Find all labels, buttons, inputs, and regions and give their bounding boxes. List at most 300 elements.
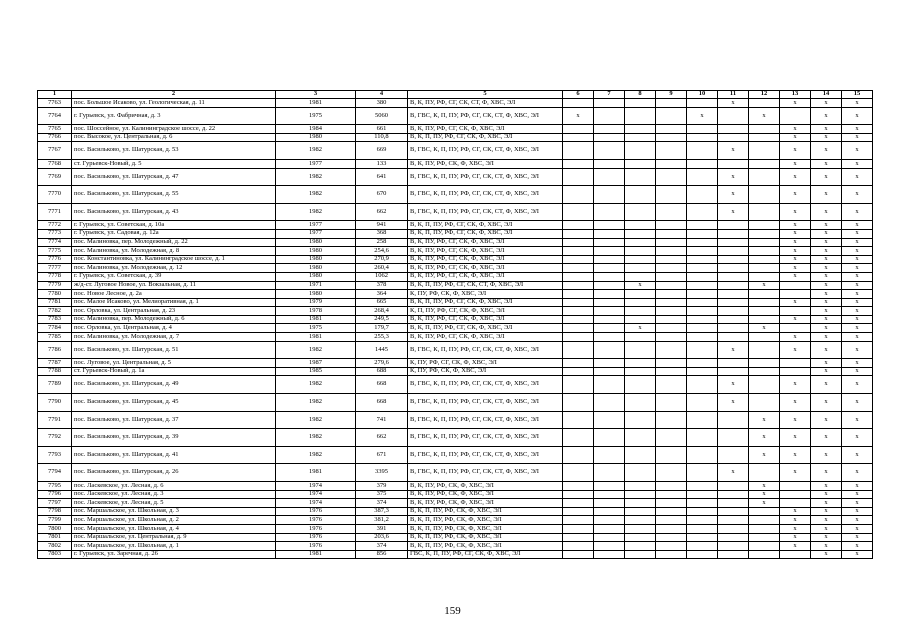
table-row xyxy=(38,324,873,333)
systems-cell: В, К, ПУ, РФ, СГ, СК, СТ, Ф, ХВС, ЭЛ xyxy=(408,99,563,108)
mark-cell xyxy=(656,367,687,376)
area-cell: 856 xyxy=(356,550,408,559)
mark-cell xyxy=(625,376,656,394)
mark-cell xyxy=(656,524,687,533)
mark-cell xyxy=(656,333,687,342)
mark-cell: x xyxy=(811,533,842,542)
mark-cell: x xyxy=(842,203,873,221)
mark-cell xyxy=(625,229,656,238)
address-cell: пос. Маршальское, ул. Школьная, д. 4 xyxy=(72,524,276,533)
systems-cell: В, К, П, ПУ, РФ, СГ, СК, Ф, ХВС, ЭЛ xyxy=(408,298,563,307)
mark-cell: x xyxy=(780,464,811,482)
row-id-cell: 7798 xyxy=(38,507,72,516)
mark-cell xyxy=(687,168,718,186)
mark-cell xyxy=(594,264,625,273)
mark-cell xyxy=(687,367,718,376)
address-cell: пос. Маршальское, ул. Школьная, д. 3 xyxy=(72,507,276,516)
mark-cell xyxy=(656,168,687,186)
mark-cell xyxy=(625,507,656,516)
mark-cell: x xyxy=(749,107,780,125)
systems-cell: В, К, ПУ, РФ, СГ, СК, Ф, ХВС, ЭЛ xyxy=(408,272,563,281)
mark-cell xyxy=(780,499,811,508)
mark-cell xyxy=(563,315,594,324)
mark-cell xyxy=(625,542,656,551)
mark-cell xyxy=(563,482,594,491)
mark-cell xyxy=(749,464,780,482)
mark-cell: x xyxy=(749,482,780,491)
column-number-row xyxy=(38,91,873,99)
row-id-cell: 7784 xyxy=(38,324,72,333)
mark-cell xyxy=(563,142,594,160)
area-cell: 662 xyxy=(356,203,408,221)
mark-cell: x xyxy=(749,499,780,508)
mark-cell xyxy=(563,367,594,376)
mark-cell xyxy=(656,324,687,333)
area-cell: 268,4 xyxy=(356,307,408,316)
column-number-cell: 13 xyxy=(780,91,811,99)
address-cell: пос. Малиновка, пер. Молодежный, д. 22 xyxy=(72,238,276,247)
mark-cell xyxy=(594,221,625,230)
column-number-cell: 14 xyxy=(811,91,842,99)
row-id-cell: 7783 xyxy=(38,315,72,324)
area-cell: 368 xyxy=(356,229,408,238)
year-cell: 1980 xyxy=(276,247,356,256)
year-cell: 1975 xyxy=(276,107,356,125)
mark-cell xyxy=(656,394,687,412)
mark-cell xyxy=(594,307,625,316)
table-row xyxy=(38,550,873,559)
systems-cell: В, ГВС, К, П, ПУ, РФ, СГ, СК, СТ, Ф, ХВС, ЭЛ xyxy=(408,168,563,186)
mark-cell xyxy=(718,324,749,333)
mark-cell: x xyxy=(842,533,873,542)
systems-cell: В, К, П, ПУ, РФ, СК, Ф, ХВС, ЭЛ xyxy=(408,542,563,551)
mark-cell xyxy=(594,159,625,168)
table-row xyxy=(38,290,873,299)
mark-cell: x xyxy=(811,394,842,412)
mark-cell xyxy=(656,542,687,551)
area-cell: 668 xyxy=(356,376,408,394)
area-cell: 374 xyxy=(356,499,408,508)
mark-cell: x xyxy=(811,168,842,186)
systems-cell: В, К, ПУ, РФ, СГ, СК, Ф, ХВС, ЭЛ xyxy=(408,333,563,342)
mark-cell xyxy=(718,229,749,238)
systems-cell: К, ПУ, РФ, СГ, СК, Ф, ХВС, ЭЛ xyxy=(408,359,563,368)
mark-cell xyxy=(749,133,780,142)
mark-cell xyxy=(625,125,656,134)
mark-cell: x xyxy=(842,125,873,134)
mark-cell xyxy=(563,446,594,464)
mark-cell: x xyxy=(811,499,842,508)
mark-cell xyxy=(687,524,718,533)
mark-cell xyxy=(687,507,718,516)
mark-cell: x xyxy=(842,264,873,273)
row-id-cell: 7767 xyxy=(38,142,72,160)
housing-register-table xyxy=(37,90,873,559)
column-number-cell: 1 xyxy=(38,91,72,99)
mark-cell: x xyxy=(811,99,842,108)
systems-cell: В, К, П, ПУ, РФ, СК, Ф, ХВС, ЭЛ xyxy=(408,516,563,525)
area-cell: 270,9 xyxy=(356,255,408,264)
mark-cell xyxy=(687,333,718,342)
mark-cell: x xyxy=(842,490,873,499)
mark-cell xyxy=(656,507,687,516)
mark-cell: x xyxy=(811,429,842,447)
mark-cell xyxy=(749,376,780,394)
mark-cell xyxy=(687,186,718,204)
row-id-cell: 7789 xyxy=(38,376,72,394)
area-cell: 203,6 xyxy=(356,533,408,542)
mark-cell xyxy=(563,298,594,307)
mark-cell xyxy=(656,411,687,429)
mark-cell xyxy=(563,272,594,281)
area-cell: 3395 xyxy=(356,464,408,482)
mark-cell xyxy=(718,516,749,525)
table-row xyxy=(38,499,873,508)
mark-cell xyxy=(718,107,749,125)
year-cell: 1982 xyxy=(276,429,356,447)
mark-cell xyxy=(749,238,780,247)
table-row xyxy=(38,142,873,160)
mark-cell xyxy=(656,238,687,247)
mark-cell: x xyxy=(780,516,811,525)
mark-cell: x xyxy=(811,507,842,516)
mark-cell xyxy=(563,376,594,394)
mark-cell xyxy=(594,324,625,333)
column-number-cell: 7 xyxy=(594,91,625,99)
year-cell: 1974 xyxy=(276,490,356,499)
address-cell: пос. Маршальское, ул. Школьная, д. 2 xyxy=(72,516,276,525)
row-id-cell: 7771 xyxy=(38,203,72,221)
address-cell: пос. Малое Исаково, ул. Мелиоративная, д. 1 xyxy=(72,298,276,307)
mark-cell: x xyxy=(811,376,842,394)
mark-cell xyxy=(687,281,718,290)
mark-cell xyxy=(625,464,656,482)
mark-cell xyxy=(563,221,594,230)
systems-cell: В, К, ПУ, РФ, СК, Ф, ХВС, ЭЛ xyxy=(408,490,563,499)
year-cell: 1975 xyxy=(276,324,356,333)
mark-cell xyxy=(687,229,718,238)
systems-cell: В, К, П, ПУ, РФ, СГ, СК, Ф, ХВС, ЭЛ xyxy=(408,133,563,142)
table-row xyxy=(38,490,873,499)
address-cell: г. Гурьевск, ул. Фабричная, д. 3 xyxy=(72,107,276,125)
mark-cell xyxy=(780,281,811,290)
systems-cell: В, К, П, ПУ, РФ, СГ, СК, Ф, ХВС, ЭЛ xyxy=(408,229,563,238)
mark-cell: x xyxy=(811,341,842,359)
mark-cell: x xyxy=(749,446,780,464)
mark-cell xyxy=(656,307,687,316)
mark-cell xyxy=(594,411,625,429)
table-row xyxy=(38,238,873,247)
mark-cell xyxy=(563,133,594,142)
systems-cell: В, ГВС, К, П, ПУ, РФ, СГ, СК, СТ, Ф, ХВС, ЭЛ xyxy=(408,203,563,221)
mark-cell xyxy=(749,125,780,134)
systems-cell: В, ГВС, К, П, ПУ, РФ, СГ, СК, СТ, Ф, ХВС, ЭЛ xyxy=(408,464,563,482)
mark-cell xyxy=(718,133,749,142)
row-id-cell: 7777 xyxy=(38,264,72,273)
mark-cell xyxy=(687,125,718,134)
area-cell: 941 xyxy=(356,221,408,230)
area-cell: 387,3 xyxy=(356,507,408,516)
mark-cell xyxy=(594,298,625,307)
table-row xyxy=(38,221,873,230)
mark-cell xyxy=(625,550,656,559)
mark-cell xyxy=(749,186,780,204)
address-cell: г. Гурьевск, ул. Советская, д. 39 xyxy=(72,272,276,281)
address-cell: пос. Орловка, ул. Центральная, д. 23 xyxy=(72,307,276,316)
table-row xyxy=(38,542,873,551)
mark-cell xyxy=(749,359,780,368)
row-id-cell: 7770 xyxy=(38,186,72,204)
mark-cell: x xyxy=(842,272,873,281)
mark-cell xyxy=(718,482,749,491)
mark-cell xyxy=(563,333,594,342)
systems-cell: В, К, ПУ, РФ, СГ, СК, Ф, ХВС, ЭЛ xyxy=(408,238,563,247)
mark-cell xyxy=(656,533,687,542)
mark-cell xyxy=(718,333,749,342)
row-id-cell: 7778 xyxy=(38,272,72,281)
mark-cell xyxy=(780,307,811,316)
mark-cell xyxy=(594,394,625,412)
mark-cell: x xyxy=(842,499,873,508)
row-id-cell: 7765 xyxy=(38,125,72,134)
mark-cell: x xyxy=(811,272,842,281)
area-cell: 133 xyxy=(356,159,408,168)
mark-cell: x xyxy=(811,359,842,368)
mark-cell xyxy=(656,281,687,290)
year-cell: 1976 xyxy=(276,533,356,542)
mark-cell xyxy=(687,533,718,542)
year-cell: 1982 xyxy=(276,411,356,429)
mark-cell xyxy=(625,411,656,429)
year-cell: 1980 xyxy=(276,238,356,247)
mark-cell xyxy=(718,238,749,247)
year-cell: 1981 xyxy=(276,464,356,482)
row-id-cell: 7794 xyxy=(38,464,72,482)
mark-cell xyxy=(687,394,718,412)
mark-cell xyxy=(656,499,687,508)
mark-cell xyxy=(780,367,811,376)
mark-cell xyxy=(718,490,749,499)
year-cell: 1981 xyxy=(276,333,356,342)
mark-cell: x xyxy=(842,229,873,238)
mark-cell: x xyxy=(842,394,873,412)
systems-cell: К, П, ПУ, РФ, СГ, СК, Ф, ХВС, ЭЛ xyxy=(408,307,563,316)
mark-cell xyxy=(594,315,625,324)
area-cell: 1062 xyxy=(356,272,408,281)
address-cell: пос. Васильково, ул. Шатурская, д. 39 xyxy=(72,429,276,447)
area-cell: 179,7 xyxy=(356,324,408,333)
systems-cell: В, К, П, ПУ, РФ, СК, Ф, ХВС, ЭЛ xyxy=(408,533,563,542)
row-id-cell: 7769 xyxy=(38,168,72,186)
systems-cell: В, К, П, ПУ, РФ, СГ, СК, Ф, ХВС, ЭЛ xyxy=(408,324,563,333)
mark-cell xyxy=(594,359,625,368)
row-id-cell: 7768 xyxy=(38,159,72,168)
mark-cell xyxy=(749,341,780,359)
mark-cell: x xyxy=(780,524,811,533)
mark-cell: x xyxy=(780,411,811,429)
mark-cell xyxy=(749,142,780,160)
address-cell: пос. Васильково, ул. Шатурская, д. 43 xyxy=(72,203,276,221)
year-cell: 1984 xyxy=(276,125,356,134)
address-cell: пос. Васильково, ул. Шатурская, д. 51 xyxy=(72,341,276,359)
area-cell: 665 xyxy=(356,298,408,307)
systems-cell: В, К, ПУ, РФ, СК, Ф, ХВС, ЭЛ xyxy=(408,482,563,491)
mark-cell xyxy=(563,290,594,299)
mark-cell xyxy=(718,290,749,299)
table-row xyxy=(38,411,873,429)
mark-cell: x xyxy=(842,524,873,533)
mark-cell: x xyxy=(780,238,811,247)
mark-cell: x xyxy=(718,186,749,204)
year-cell: 1982 xyxy=(276,446,356,464)
mark-cell xyxy=(563,411,594,429)
mark-cell xyxy=(718,125,749,134)
year-cell: 1977 xyxy=(276,221,356,230)
mark-cell: x xyxy=(811,307,842,316)
mark-cell xyxy=(563,238,594,247)
mark-cell xyxy=(687,411,718,429)
mark-cell xyxy=(563,516,594,525)
mark-cell xyxy=(687,376,718,394)
mark-cell: x xyxy=(842,133,873,142)
mark-cell xyxy=(749,533,780,542)
area-cell: 249,5 xyxy=(356,315,408,324)
systems-cell: В, ГВС, К, П, ПУ, РФ, СГ, СК, СТ, Ф, ХВС, ЭЛ xyxy=(408,107,563,125)
systems-cell: В, ГВС, К, П, ПУ, РФ, СГ, СК, СТ, Ф, ХВС, ЭЛ xyxy=(408,341,563,359)
area-cell: 1445 xyxy=(356,341,408,359)
mark-cell: x xyxy=(780,542,811,551)
systems-cell: В, ГВС, К, П, ПУ, РФ, СГ, СК, СТ, Ф, ХВС, ЭЛ xyxy=(408,411,563,429)
row-id-cell: 7764 xyxy=(38,107,72,125)
column-number-cell: 12 xyxy=(749,91,780,99)
mark-cell: x xyxy=(780,507,811,516)
address-cell: пос. Маршальское, ул. Школьная, д. 1 xyxy=(72,542,276,551)
table-row xyxy=(38,429,873,447)
mark-cell xyxy=(625,359,656,368)
mark-cell xyxy=(656,133,687,142)
systems-cell: В, К, П, ПУ, РФ, СК, Ф, ХВС, ЭЛ xyxy=(408,507,563,516)
mark-cell: x xyxy=(811,446,842,464)
mark-cell: x xyxy=(842,367,873,376)
area-cell: 668 xyxy=(356,394,408,412)
mark-cell xyxy=(594,464,625,482)
mark-cell: x xyxy=(842,99,873,108)
address-cell: пос. Васильково, ул. Шатурская, д. 47 xyxy=(72,168,276,186)
mark-cell xyxy=(656,221,687,230)
mark-cell xyxy=(687,446,718,464)
systems-cell: В, ГВС, К, П, ПУ, РФ, СГ, СК, СТ, Ф, ХВС, ЭЛ xyxy=(408,429,563,447)
table-row xyxy=(38,107,873,125)
mark-cell: x xyxy=(811,142,842,160)
row-id-cell: 7799 xyxy=(38,516,72,525)
address-cell: пос. Васильково, ул. Шатурская, д. 55 xyxy=(72,186,276,204)
mark-cell: x xyxy=(842,298,873,307)
mark-cell: x xyxy=(718,203,749,221)
mark-cell: x xyxy=(811,203,842,221)
mark-cell: x xyxy=(842,446,873,464)
mark-cell: x xyxy=(687,107,718,125)
mark-cell xyxy=(718,315,749,324)
mark-cell xyxy=(625,333,656,342)
mark-cell: x xyxy=(811,290,842,299)
table-row xyxy=(38,99,873,108)
mark-cell: x xyxy=(811,516,842,525)
mark-cell xyxy=(656,247,687,256)
mark-cell: x xyxy=(811,333,842,342)
year-cell: 1982 xyxy=(276,341,356,359)
mark-cell xyxy=(563,168,594,186)
mark-cell xyxy=(625,290,656,299)
mark-cell xyxy=(594,125,625,134)
mark-cell: x xyxy=(749,490,780,499)
mark-cell: x xyxy=(842,542,873,551)
mark-cell: x xyxy=(780,247,811,256)
mark-cell xyxy=(563,264,594,273)
mark-cell xyxy=(625,429,656,447)
mark-cell: x xyxy=(718,464,749,482)
table-row xyxy=(38,507,873,516)
mark-cell xyxy=(594,99,625,108)
systems-cell: В, К, ПУ, РФ, СГ, СК, Ф, ХВС, ЭЛ xyxy=(408,315,563,324)
mark-cell xyxy=(687,490,718,499)
mark-cell: x xyxy=(780,159,811,168)
mark-cell: x xyxy=(842,411,873,429)
mark-cell xyxy=(687,272,718,281)
address-cell: пос. Васильково, ул. Шатурская, д. 26 xyxy=(72,464,276,482)
mark-cell xyxy=(656,142,687,160)
mark-cell xyxy=(563,229,594,238)
mark-cell xyxy=(625,264,656,273)
address-cell: пос. Луговое, ул. Центральная, д. 5 xyxy=(72,359,276,368)
mark-cell: x xyxy=(811,524,842,533)
row-id-cell: 7780 xyxy=(38,290,72,299)
mark-cell xyxy=(780,359,811,368)
systems-cell: В, К, ПУ, РФ, СК, Ф, ХВС, ЭЛ xyxy=(408,499,563,508)
row-id-cell: 7802 xyxy=(38,542,72,551)
area-cell: 661 xyxy=(356,125,408,134)
year-cell: 1982 xyxy=(276,168,356,186)
table-row xyxy=(38,341,873,359)
mark-cell xyxy=(780,107,811,125)
address-cell: пос. Васильково, ул. Шатурская, д. 53 xyxy=(72,142,276,160)
mark-cell xyxy=(563,507,594,516)
mark-cell xyxy=(687,516,718,525)
area-cell: 669 xyxy=(356,142,408,160)
mark-cell xyxy=(749,99,780,108)
mark-cell xyxy=(718,272,749,281)
mark-cell xyxy=(656,99,687,108)
area-cell: 391 xyxy=(356,524,408,533)
mark-cell xyxy=(718,524,749,533)
column-number-cell: 5 xyxy=(408,91,563,99)
mark-cell xyxy=(563,533,594,542)
row-id-cell: 7763 xyxy=(38,99,72,108)
mark-cell: x xyxy=(811,482,842,491)
address-cell: г. Гурьевск, ул. Заречная, д. 26 xyxy=(72,550,276,559)
page-number: 159 xyxy=(444,605,461,617)
mark-cell xyxy=(656,186,687,204)
mark-cell xyxy=(563,429,594,447)
mark-cell: x xyxy=(811,490,842,499)
mark-cell xyxy=(656,359,687,368)
mark-cell xyxy=(749,298,780,307)
mark-cell xyxy=(687,203,718,221)
mark-cell xyxy=(687,542,718,551)
mark-cell: x xyxy=(780,394,811,412)
table-row xyxy=(38,159,873,168)
systems-cell: В, К, ПУ, РФ, СГ, СК, Ф, ХВС, ЭЛ xyxy=(408,255,563,264)
mark-cell xyxy=(687,159,718,168)
